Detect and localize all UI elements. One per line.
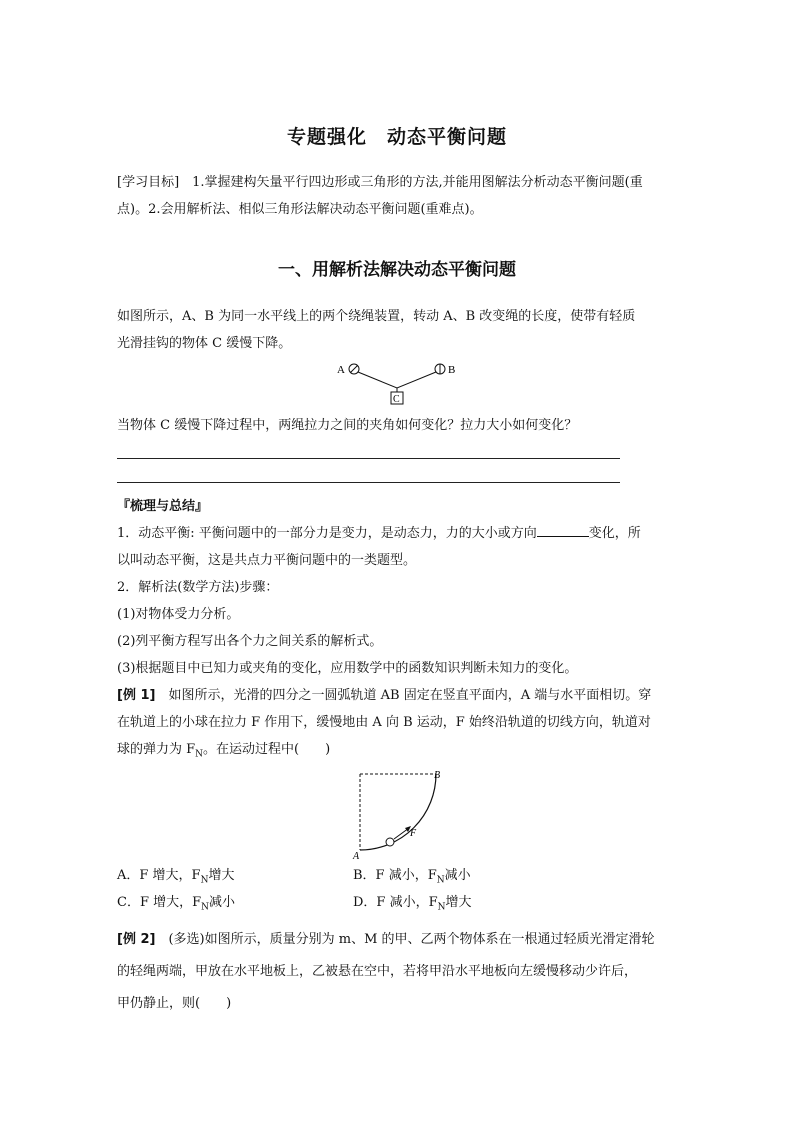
example-1-sub: N <box>195 749 204 760</box>
option-d-end: 增大 <box>445 895 472 910</box>
intro-line-2: 光滑挂钩的物体 C 缓慢下降。 <box>117 336 292 351</box>
summary-step-1: (1)对物体受力分析。 <box>117 607 240 622</box>
example-2-line-1 <box>117 924 677 956</box>
example-2-line-3: 甲仍静止，则( ) <box>117 996 232 1011</box>
summary-header: 『梳理与总结』 <box>117 499 209 514</box>
learning-goals <box>117 169 677 223</box>
summary-item-1-cont: 以叫动态平衡，这是共点力平衡问题中的一类题型。 <box>117 553 417 568</box>
option-d-text: D．F 减小，F <box>353 895 438 910</box>
example-1-line-1 <box>117 682 677 709</box>
option-b-text: B．F 减小，F <box>353 868 437 883</box>
figure-winding-devices <box>335 356 465 408</box>
summary-step-3: (3)根据题目中已知力或夹角的变化，应用数学中的函数知识判断未知力的变化。 <box>117 661 578 676</box>
fig2-label-a: A <box>353 851 360 862</box>
small-ball <box>386 838 394 846</box>
page-title: 专题强化 动态平衡问题 <box>286 126 507 148</box>
option-a-end: 增大 <box>208 868 235 883</box>
example-1-text-1: 如图所示，光滑的四分之一圆弧轨道 AB 固定在竖直平面内，A 端与水平面相切。穿 <box>168 688 652 703</box>
summary-body <box>117 520 677 682</box>
option-c-text: C．F 增大，F <box>117 895 202 910</box>
fig1-label-b: B <box>448 364 456 376</box>
example-2-text-1: (多选)如图所示，质量分别为 m、M 的甲、乙两个物体系在一根通过轻质光滑定滑轮 <box>168 932 655 947</box>
arc-track <box>360 774 436 850</box>
option-d-sub: N <box>437 902 446 913</box>
summary-item-1-end: 变化，所 <box>588 526 641 541</box>
option-c-end: 减小 <box>209 895 236 910</box>
goals-line-1: [学习目标] 1.掌握建构矢量平行四边形或三角形的方法,并能用图解法分析动态平衡问题(重 <box>117 175 643 190</box>
fig2-label-f: F <box>410 828 417 839</box>
example-1-line-3 <box>117 736 677 769</box>
section-question: 当物体 C 缓慢下降过程中，两绳拉力之间的夹角如何变化？拉力大小如何变化？ <box>117 418 578 433</box>
example-1 <box>117 682 677 769</box>
example-1-line-2: 在轨道上的小球在拉力 F 作用下，缓慢地由 A 向 B 运动，F 始终沿轨道的切线方向，轨道对 <box>117 715 651 730</box>
intro-line-1: 如图所示，A、B 为同一水平线上的两个绕绳装置，转动 A、B 改变绳的长度，使带有轻质 <box>117 309 636 324</box>
option-a-sub: N <box>200 875 209 886</box>
answer-line-1[interactable] <box>117 458 620 459</box>
summary-item-2: 2．解析法(数学方法)步骤： <box>117 580 279 595</box>
option-b[interactable] <box>353 866 471 891</box>
summary-item-1 <box>117 520 677 547</box>
section-intro <box>117 303 677 357</box>
option-b-sub: N <box>436 875 445 886</box>
fill-in-blank[interactable] <box>537 522 589 537</box>
fig1-label-a: A <box>337 364 345 376</box>
example-1-text-3: 球的弹力为 F <box>117 742 196 757</box>
example-2 <box>117 924 677 1020</box>
option-b-end: 减小 <box>444 868 471 883</box>
summary-step-2: (2)列平衡方程写出各个力之间关系的解析式。 <box>117 634 383 649</box>
option-d[interactable] <box>353 893 472 918</box>
rope <box>358 372 436 388</box>
example-1-tag: [例 1] <box>117 688 156 703</box>
option-a-text: A．F 增大，F <box>117 868 201 883</box>
answer-line-2[interactable] <box>117 482 620 483</box>
option-c[interactable] <box>117 893 235 918</box>
option-a[interactable] <box>117 866 234 891</box>
example-2-line-2: 的轻绳两端，甲放在水平地板上，乙被悬在空中，若将甲沿水平地板向左缓慢移动少许后， <box>117 964 638 979</box>
example-1-text-3-end: 。在运动过程中( ) <box>203 742 331 757</box>
example-2-tag: [例 2] <box>117 932 156 947</box>
goals-line-2: 点)。2.会用解析法、相似三角形法解决动态平衡问题(重难点)。 <box>117 202 483 217</box>
fig2-label-b: B <box>434 770 441 781</box>
figure-quarter-arc <box>345 766 450 862</box>
fig1-label-c: C <box>393 394 400 405</box>
summary-item-1-text: 1．动态平衡: 平衡问题中的一部分力是变力，是动态力，力的大小或方向 <box>117 526 537 541</box>
section-title: 一、用解析法解决动态平衡问题 <box>278 260 516 280</box>
option-c-sub: N <box>201 902 209 913</box>
